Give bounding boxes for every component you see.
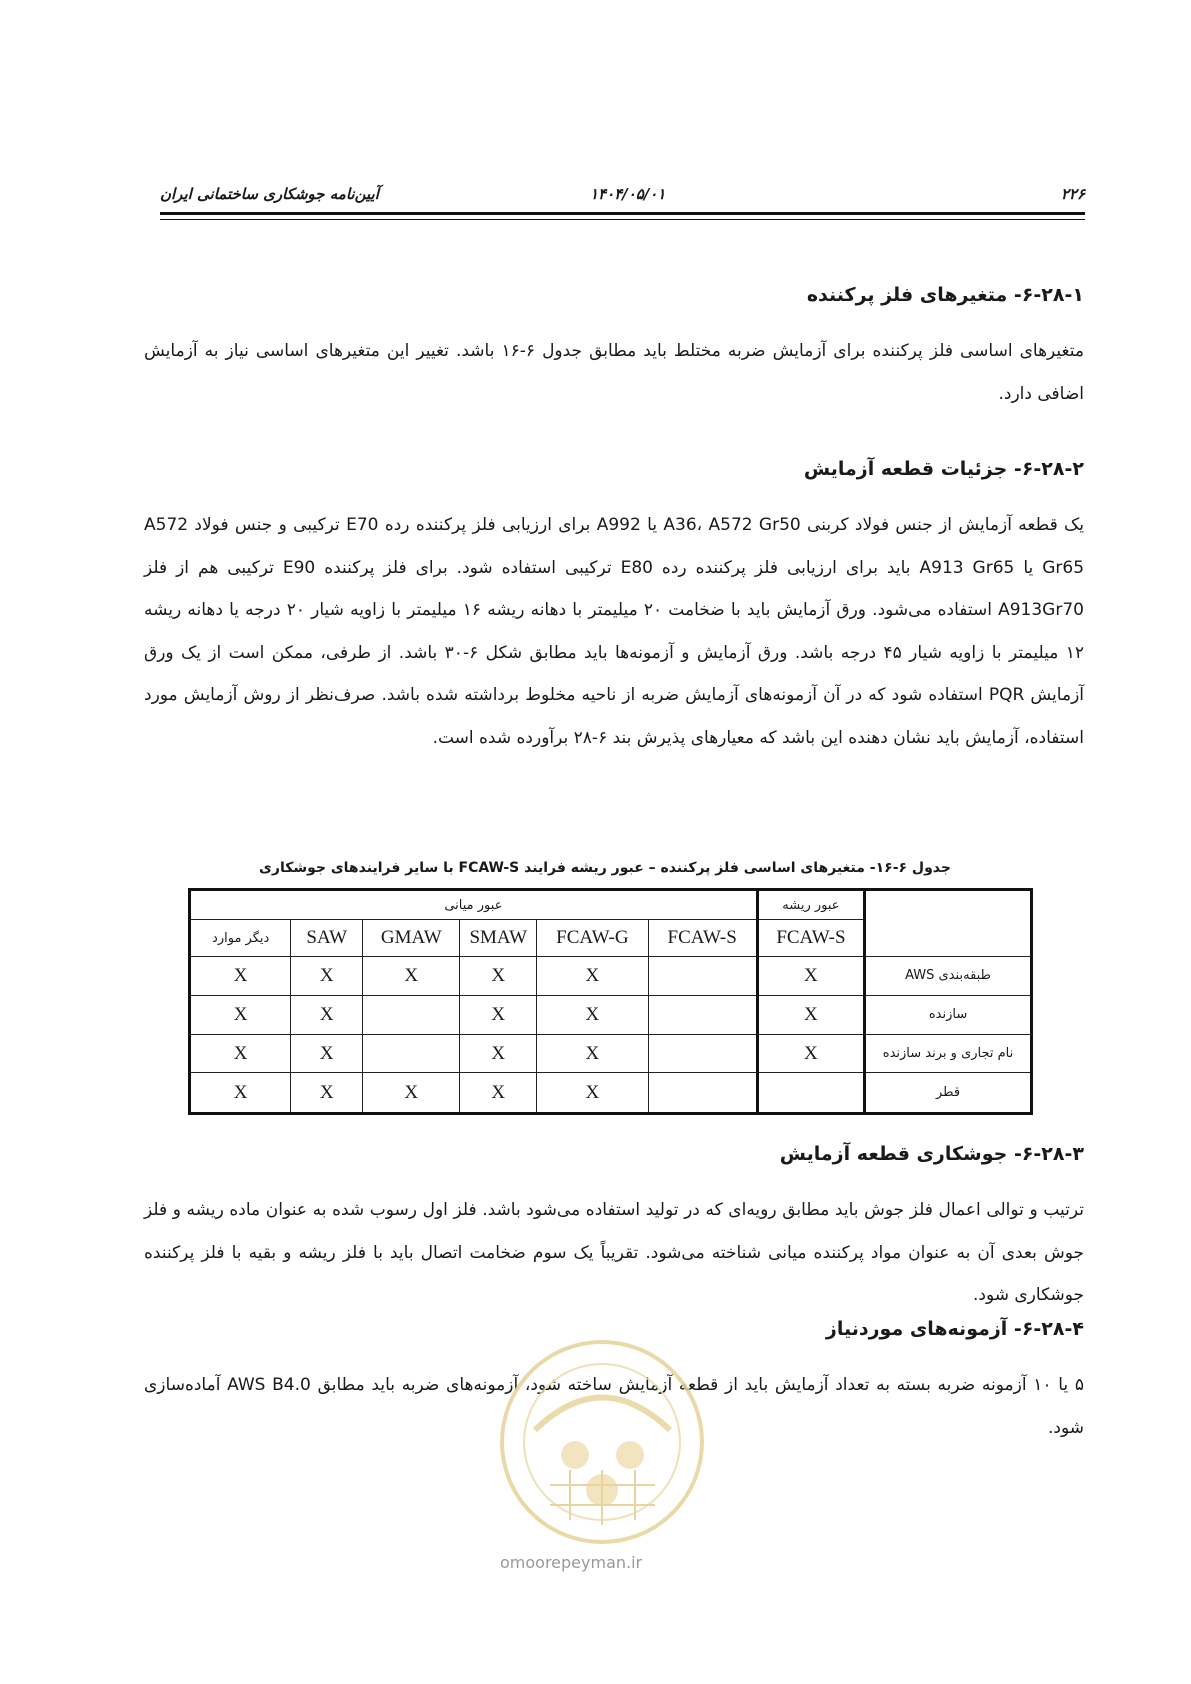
table-cell: X <box>537 995 648 1034</box>
table-cell: X <box>460 1073 537 1114</box>
section-heading: ۶-۲۸-۲- جزئیات قطعه آزمایش <box>803 458 1084 480</box>
group-header-mid: عبور میانی <box>190 890 758 920</box>
row-label: نام تجاری و برند سازنده <box>865 1034 1032 1073</box>
section-body: ۵ یا ۱۰ آزمونه ضربه بسته به تعداد آزمایش باید از قطعه آزمایش ساخته شود، آزمونه‌های ضربه باید مطابق AWS B4.0 آماده‌سازی شود. <box>144 1375 1084 1438</box>
table-cell: X <box>190 957 291 996</box>
column-header: FCAW-G <box>537 920 648 957</box>
column-header: GMAW <box>363 920 460 957</box>
table-row <box>190 1073 1032 1114</box>
table-caption: جدول ۶-۱۶- متغیرهای اساسی فلز پرکننده – عبور ریشه فرایند FCAW-S با سایر فرایندهای جوشکاری <box>259 860 951 876</box>
table-cell: X <box>363 1073 460 1114</box>
filler-metal-variables-table <box>188 888 1033 1115</box>
section-body: یک قطعه آزمایش از جنس فولاد کربنی A36، A572 Gr50 یا A992 برای ارزیابی فلز پرکننده رده E70 ترکیبی و جنس فولاد A572 Gr65 یا A913 Gr65 باید برای ارزیابی فلز پرکننده رده E80 ترکیبی استفاده شود. برای فلز پرکننده E90 ترکیبی هم از فلز A913Gr70 استفاده می‌شود. ورق آزمایش باید با ضخامت ۲۰ میلیمتر با دهانه ریشه ۱۶ میلیمتر با زاویه شیار ۲۰ درجه یا دهانه ریشه ۱۲ میلیمتر با زاویه شیار ۴۵ درجه باشد. ورق آزمایش و آزمونه‌ها باید مطابق شکل ۶-۳۰ باشد. از طرفی، ممکن است از یک ورق آزمایش PQR استفاده شود که در آن آزمونه‌های آزمایش ضربه از ناحیه مخلوط برداشته شده باشد. صرف‌نظر از روش آزمایش مورد استفاده، آزمایش باید نشان دهنده این باشد که معیارهای پذیرش بند ۶-۲۸ برآورده شده است. <box>144 515 1085 748</box>
header-title: آیین‌نامه جوشکاری ساختمانی ایران <box>160 185 379 203</box>
table-cell: X <box>190 1073 291 1114</box>
table-cell <box>648 957 757 996</box>
watermark-logo <box>495 1335 710 1550</box>
table-cell <box>648 1034 757 1073</box>
section-heading: ۶-۲۸-۳- جوشکاری قطعه آزمایش <box>779 1143 1084 1165</box>
table-cell: X <box>291 1073 363 1114</box>
row-label: طبقه‌بندی AWS <box>865 957 1032 996</box>
table-cell <box>363 995 460 1034</box>
table-row <box>190 957 1032 996</box>
page-number: ۲۲۶ <box>1060 185 1085 203</box>
table-cell: X <box>460 957 537 996</box>
table-cell: X <box>190 995 291 1034</box>
table-cell: X <box>757 995 864 1034</box>
section-body: متغیرهای اساسی فلز پرکننده برای آزمایش ضربه مختلط باید مطابق جدول ۶-۱۶ باشد. تغییر این متغیرهای اساسی نیاز به آزمایش اضافی دارد. <box>144 341 1084 404</box>
table-cell <box>648 995 757 1034</box>
column-header: FCAW-S <box>648 920 757 957</box>
row-label: قطر <box>865 1073 1032 1114</box>
table-cell <box>363 1034 460 1073</box>
column-header: SAW <box>291 920 363 957</box>
table-corner-cell <box>865 890 1032 957</box>
table-cell: X <box>291 995 363 1034</box>
column-header: SMAW <box>460 920 537 957</box>
header-rule-thin <box>160 219 1085 220</box>
row-label: سازنده <box>865 995 1032 1034</box>
table-cell: X <box>537 957 648 996</box>
table-cell: X <box>460 1034 537 1073</box>
table-cell: X <box>460 995 537 1034</box>
header-rule-thick <box>160 212 1085 215</box>
table-cell: X <box>757 957 864 996</box>
table-cell: X <box>363 957 460 996</box>
watermark-site: omoorepeyman.ir <box>500 1553 643 1572</box>
section-heading: ۶-۲۸-۴- آزمونه‌های موردنیاز <box>825 1318 1084 1340</box>
table-cell: X <box>291 1034 363 1073</box>
table-cell: X <box>537 1073 648 1114</box>
page-header <box>160 185 1085 207</box>
table-row <box>190 995 1032 1034</box>
table-cell: X <box>537 1034 648 1073</box>
group-header-root: عبور ریشه <box>757 890 864 920</box>
section-heading: ۶-۲۸-۱- متغیرهای فلز پرکننده <box>806 284 1084 306</box>
table-cell <box>648 1073 757 1114</box>
column-header: FCAW-S <box>757 920 864 957</box>
table-cell: X <box>190 1034 291 1073</box>
header-date: ۱۴۰۴/۰۵/۰۱ <box>590 185 666 203</box>
table-cell: X <box>757 1034 864 1073</box>
section-body: ترتیب و توالی اعمال فلز جوش باید مطابق رویه‌ای که در تولید استفاده می‌شود باشد. فلز اول رسوب شده به عنوان ماده ریشه و فلز جوش بعدی آن به عنوان مواد پرکننده میانی شناخته می‌شود. تقریباً یک سوم ضخامت اتصال باید با فلز ریشه و بقیه با فلز پرکننده جوشکاری شود. <box>144 1200 1084 1305</box>
table-cell: X <box>291 957 363 996</box>
table-row <box>190 1034 1032 1073</box>
column-header: دیگر موارد <box>190 920 291 957</box>
table-cell <box>757 1073 864 1114</box>
